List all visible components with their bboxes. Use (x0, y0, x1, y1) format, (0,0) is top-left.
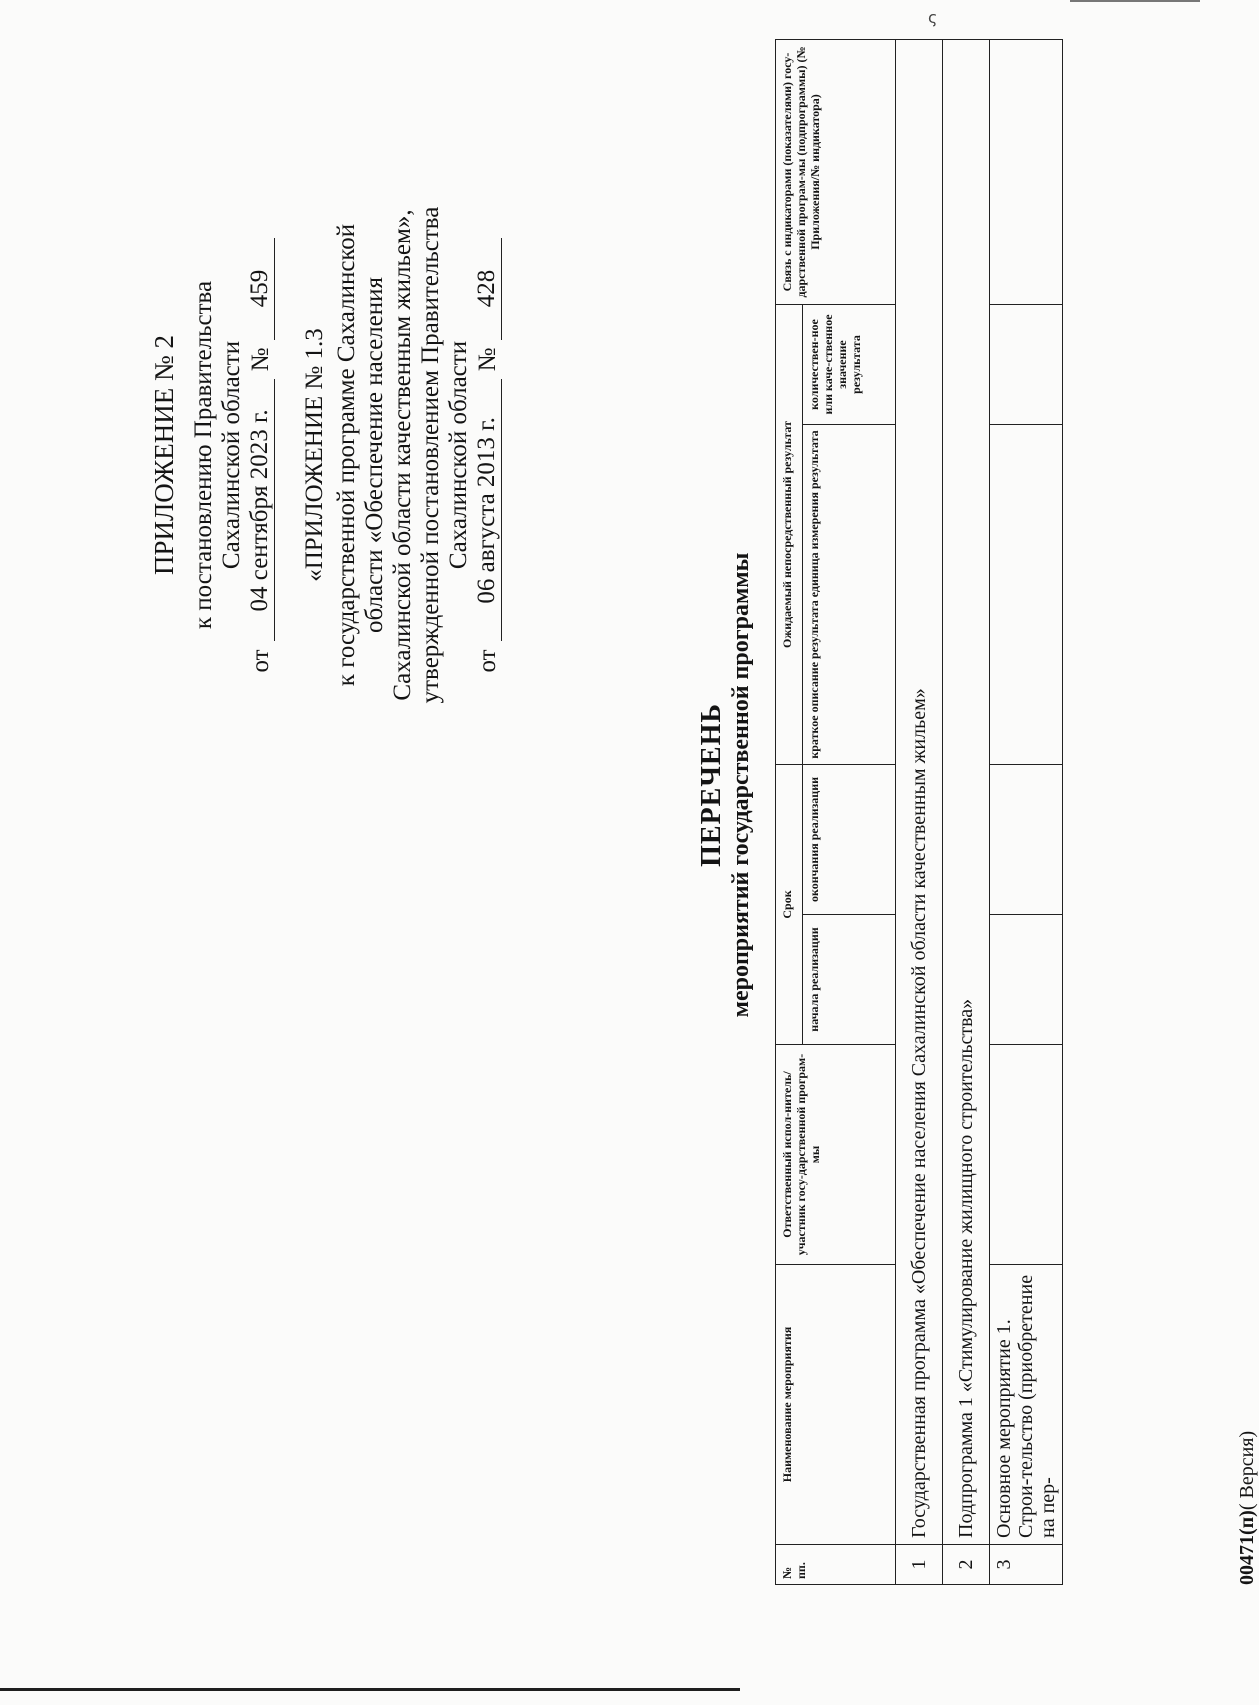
table-cell (990, 39, 1063, 304)
number-sign: № (247, 347, 274, 372)
header-period-start: начала реализации (803, 915, 896, 1045)
measures-table (775, 39, 1063, 1585)
header-num: № пп. (776, 1545, 896, 1585)
row-number: 3 (990, 1545, 1063, 1585)
header-link: Связь с индикаторами (показателями) госу-дарственной програм-мы (подпрограммы) (№ Приложения/№ индикатора) (776, 39, 896, 304)
appendix2-line: к государственной программе Сахалинской (333, 223, 360, 687)
table-row (896, 39, 943, 1584)
heading-title: ПЕРЕЧЕНЬ (696, 703, 727, 867)
decree-date: 04 сентября 2023 г. (246, 379, 275, 641)
program-date: 06 августа 2013 г. (473, 379, 502, 641)
from-label: от (474, 649, 501, 673)
appendix-date-line (246, 185, 275, 725)
appendix-line: Сахалинской области (218, 340, 245, 570)
table-cell (990, 304, 1063, 424)
appendix-header (150, 185, 502, 725)
row-number: 2 (943, 1545, 990, 1585)
table-cell (990, 424, 1063, 764)
table-row (990, 39, 1063, 1584)
table-row (943, 39, 990, 1584)
table-header-row (776, 39, 803, 1584)
document-heading (696, 425, 755, 1145)
row-text: Основное мероприятие 1. Строи-тельство (приобретение на пер- (990, 1265, 1063, 1545)
header-executor: Ответственный испол-нитель/участник госу-дарственной програм-мы (776, 1045, 896, 1265)
table-cell (990, 1045, 1063, 1265)
appendix-line: к постановлению Правительства (190, 280, 217, 630)
appendix2-line: Сахалинской области качественным жильем», (389, 209, 416, 701)
document-code: 00471(п) (1236, 1510, 1258, 1585)
appendix2-date-line (473, 185, 502, 725)
header-name: Наименование мероприятия (776, 1265, 896, 1545)
row-text: Подпрограмма 1 «Стимулирование жилищного строительства» (943, 39, 990, 1544)
heading-subtitle: мероприятий государственной программы (728, 552, 754, 1018)
appendix2-line: Сахалинской области (445, 340, 472, 570)
appendix2-line: утвержденной постановлением Правительства (417, 206, 444, 704)
document-version: ( Версия) (1236, 1430, 1258, 1511)
header-result: Ожидаемый непосредственный результат (776, 304, 803, 764)
header-period-end: окончания реализации (803, 764, 896, 914)
appendix2-title: «ПРИЛОЖЕНИЕ № 1.3 (301, 328, 328, 582)
header-period: Срок (776, 764, 803, 1044)
decree-number: 459 (246, 238, 275, 340)
from-label: от (247, 649, 274, 673)
row-text: Государственная программа «Обеспечение населения Сахалинской области качественным жильем» (896, 39, 943, 1544)
header-result-desc: краткое описание результата единица измерения результата (803, 424, 896, 764)
table-cell (990, 915, 1063, 1045)
header-result-value: количествен-ное или каче-ственное значение результата (803, 304, 896, 424)
number-sign: № (474, 347, 501, 372)
program-number: 428 (473, 238, 502, 340)
scan-mark: ς (928, 8, 938, 27)
row-number: 1 (896, 1545, 943, 1585)
document-footer (1236, 1431, 1259, 1585)
appendix2-line: области «Обеспечение населения (361, 277, 388, 634)
appendix-title: ПРИЛОЖЕНИЕ № 2 (149, 334, 179, 576)
table-cell (990, 764, 1063, 914)
